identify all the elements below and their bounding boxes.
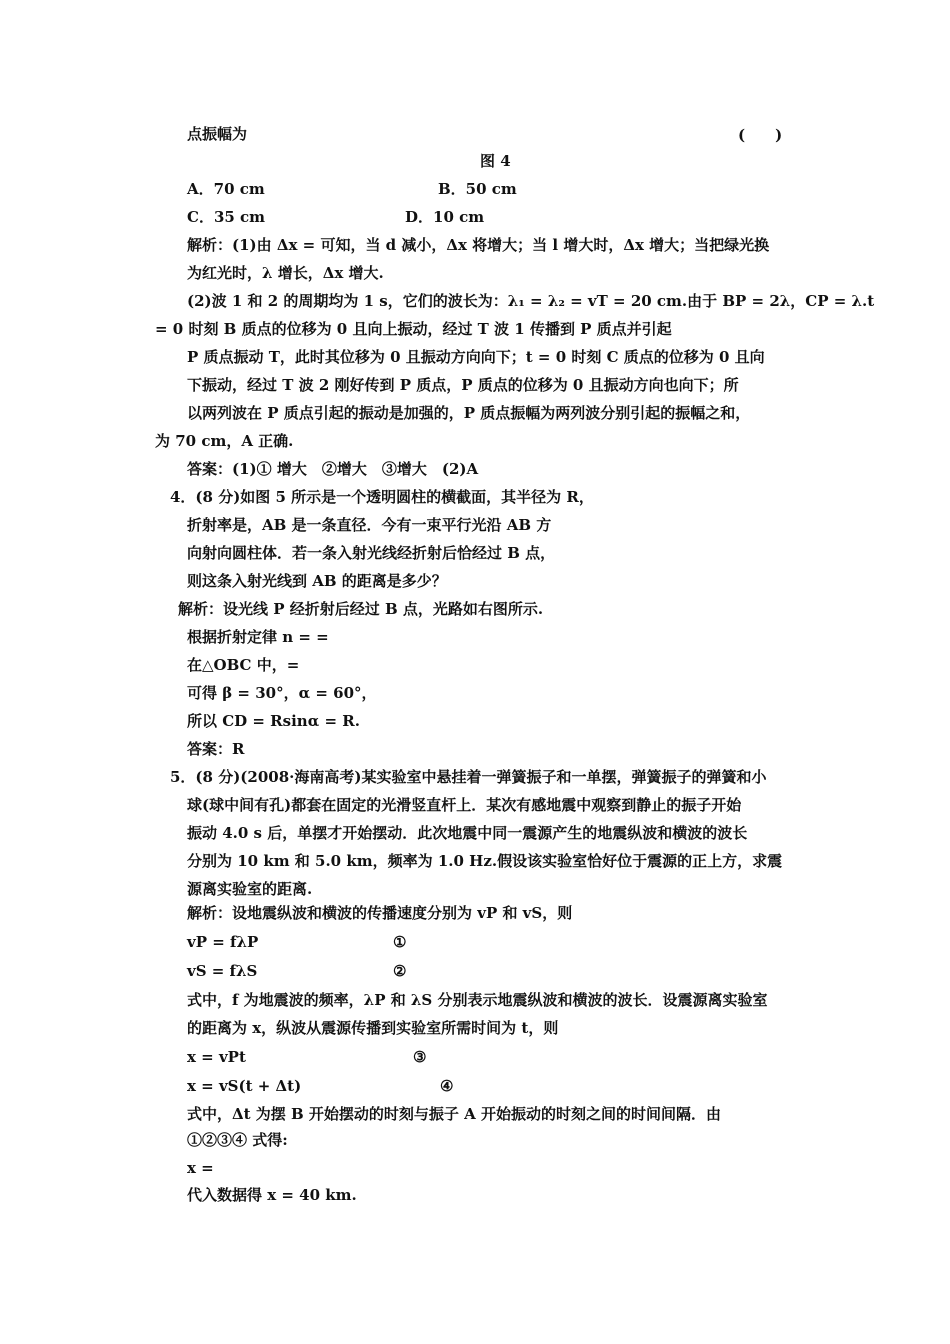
figure-caption: 图 4: [480, 152, 511, 170]
answer-line: 答案：R: [187, 740, 245, 758]
text-line: 所以 CD = Rsinα = R.: [187, 712, 360, 730]
question-5: 5．(8 分)(2008·海南高考)某实验室中悬挂着一弹簧振子和一单摆，弹簧振子的弹簧和小: [170, 768, 767, 786]
text-line: 源离实验室的距离.: [187, 880, 313, 898]
equation-number: ③: [413, 1048, 427, 1066]
text-line: 则这条入射光线到 AB 的距离是多少？: [187, 572, 447, 590]
text-line: ①②③④ 式得:: [187, 1131, 288, 1149]
equation: x = vS(t + Δt): [187, 1077, 302, 1095]
text-line: 解析：设地震纵波和横波的传播速度分别为 vP 和 vS，则: [187, 904, 573, 922]
text-line: 为红光时，λ 增长，Δx 增大.: [187, 264, 384, 282]
option-a: A．70 cm: [187, 180, 265, 198]
text-line: 以两列波在 P 质点引起的振动是加强的，P 质点振幅为两列波分别引起的振幅之和，: [187, 404, 751, 422]
equation: x = vPt: [187, 1048, 246, 1066]
text-line: 代入数据得 x = 40 km.: [187, 1186, 357, 1204]
equation-number: ④: [440, 1077, 454, 1095]
text-line: = 0 时刻 B 质点的位移为 0 且向上振动，经过 T 波 1 传播到 P 质点并引起: [155, 320, 672, 338]
text-line: 球(球中间有孔)都套在固定的光滑竖直杆上．某次有感地震中观察到静止的振子开始: [187, 796, 742, 814]
question-4: 4．(8 分)如图 5 所示是一个透明圆柱的横截面，其半径为 R，: [170, 488, 594, 506]
text-line: 可得 β = 30°，α = 60°，: [187, 684, 377, 702]
text-line: 式中，f 为地震波的频率，λP 和 λS 分别表示地震纵波和横波的波长．设震源离实验室: [187, 991, 768, 1009]
text-line: P 质点振动 T，此时其位移为 0 且振动方向向下；t = 0 时刻 C 质点的位移为 0 且向: [187, 348, 765, 366]
answer-bracket: ( ): [738, 126, 783, 144]
text-line: 振动 4.0 s 后，单摆才开始摆动．此次地震中同一震源产生的地震纵波和横波的波长: [187, 824, 748, 842]
text-line: 式中，Δt 为摆 B 开始摆动的时刻与振子 A 开始振动的时刻之间的时间间隔．由: [187, 1105, 721, 1123]
text-line: 解析：(1)由 Δx = 可知，当 d 减小，Δx 将增大；当 l 增大时，Δx 增大；当把绿光换: [187, 236, 770, 254]
text-line: 折射率是，AB 是一条直径．今有一束平行光沿 AB 方: [187, 516, 552, 534]
text-line: 为 70 cm，A 正确.: [155, 432, 294, 450]
text-line: 分别为 10 km 和 5.0 km，频率为 1.0 Hz.假设该实验室恰好位于震源的正上方，求震: [187, 852, 783, 870]
text-line: 解析：设光线 P 经折射后经过 B 点，光路如右图所示.: [178, 600, 544, 618]
equation: vS = fλS: [187, 962, 258, 980]
option-d: D．10 cm: [405, 208, 485, 226]
text-line: 向射向圆柱体．若一条入射光线经折射后恰经过 B 点，: [187, 544, 556, 562]
text-line: 点振幅为: [187, 125, 248, 143]
answer-line: 答案：(1)① 增大 ②增大 ③增大 (2)A: [187, 460, 479, 478]
text-line: 在△OBC 中，=: [187, 656, 300, 674]
equation-number: ②: [393, 962, 407, 980]
equation: x =: [187, 1159, 214, 1177]
text-line: 的距离为 x，纵波从震源传播到实验室所需时间为 t，则: [187, 1019, 559, 1037]
option-b: B．50 cm: [438, 180, 517, 198]
equation-number: ①: [393, 933, 407, 951]
text-line: 下振动，经过 T 波 2 刚好传到 P 质点，P 质点的位移为 0 且振动方向也向下；所: [187, 376, 739, 394]
text-line: (2)波 1 和 2 的周期均为 1 s，它们的波长为：λ₁ = λ₂ = vT = 20 cm.由于 BP = 2λ，CP = λ.t: [187, 292, 875, 310]
equation: vP = fλP: [187, 933, 259, 951]
text-line: 根据折射定律 n = =: [187, 628, 329, 646]
option-c: C．35 cm: [187, 208, 266, 226]
